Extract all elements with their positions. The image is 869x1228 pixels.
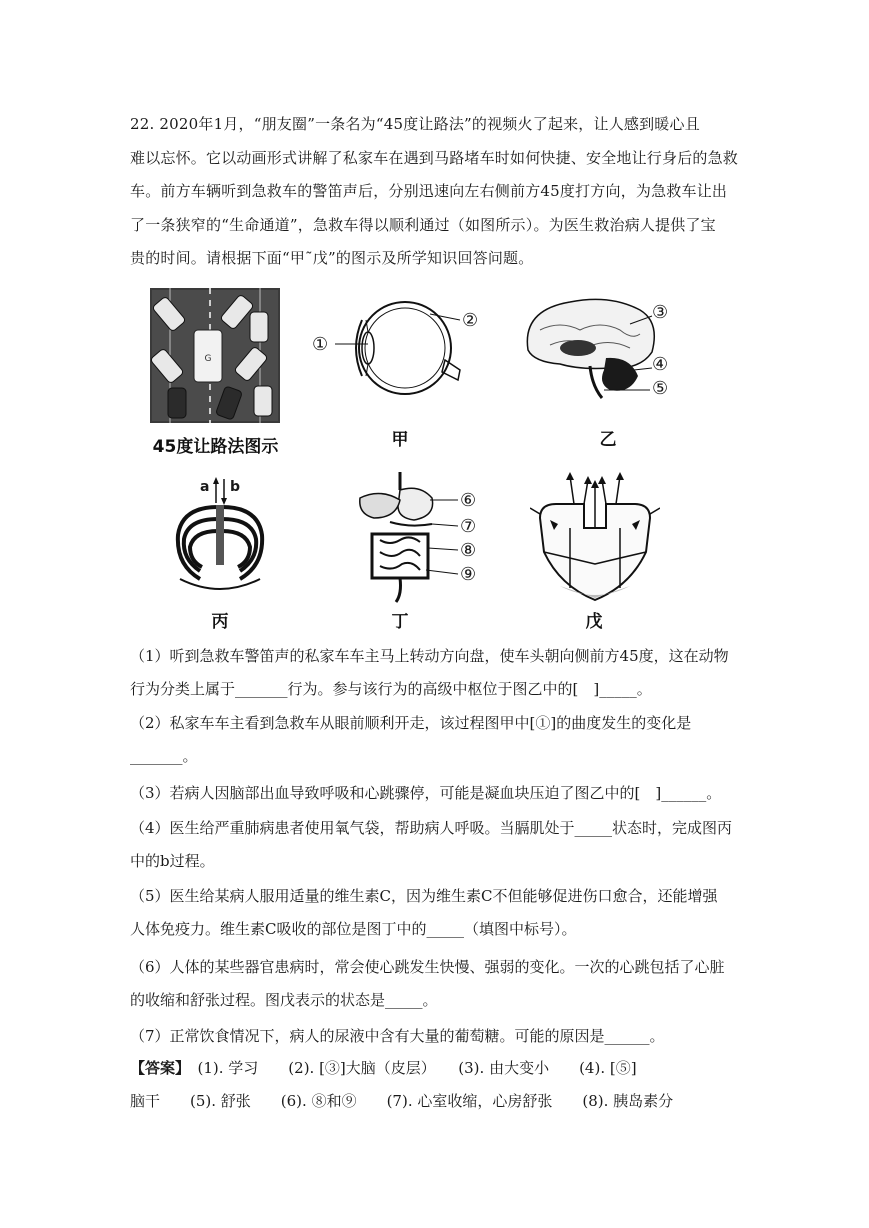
question-line: （3）若病人因脑部出血导致呼吸和心跳骤停，可能是凝血块压迫了图乙中的[ ]______。 [130, 784, 722, 802]
label-6: ⑥ [460, 490, 477, 511]
answer-line-1 [130, 1052, 750, 1085]
heart-diagram [530, 468, 660, 603]
eye-diagram [310, 290, 500, 410]
figure-ding-caption: 丁 [391, 612, 409, 632]
sub-question-4 [130, 812, 750, 878]
sub-question-6 [130, 951, 750, 1017]
sub-question-2 [130, 707, 750, 773]
label-b: b [230, 479, 241, 495]
intro-line: 难以忘怀。它以动画形式讲解了私家车在遇到马路堵车时如何快捷、安全地让行身后的急救 [130, 148, 739, 167]
car-letter: G [204, 354, 212, 364]
answer-text-1: (1). 学习 (2). [③]大脑（皮层） (3). 由大变小 (4). [⑤] [182, 1059, 637, 1077]
question-line: （4）医生给严重肺病患者使用氧气袋，帮助病人呼吸。当膈肌处于_____状态时，完成图丙 [130, 819, 733, 837]
yield-photo [150, 288, 280, 423]
question-line: 人体免疫力。维生素C吸收的部位是图丁中的_____（填图中标号）。 [130, 920, 577, 938]
intro-line: 22. 2020年1月，“朋友圈”一条名为“45度让路法”的视频火了起来，让人感到暖心且 [130, 115, 700, 133]
question-line: （2）私家车车主看到急救车从眼前顺利开走，该过程图甲中[①]的曲度发生的变化是 [130, 714, 692, 732]
question-line: 的收缩和舒张过程。图戊表示的状态是_____。 [130, 991, 438, 1009]
answer-label: 【答案】 [130, 1059, 183, 1077]
sub-question-3 [130, 777, 750, 810]
sub-question-5 [130, 880, 750, 946]
answer-block [130, 1052, 750, 1118]
question-line: （5）医生给某病人服用适量的维生素C，因为维生素C不但能够促进伤口愈合，还能增强 [130, 887, 718, 905]
yield-photo-drawing [150, 288, 280, 423]
label-4: ④ [652, 354, 669, 375]
figure-bing-caption: 丙 [211, 612, 229, 632]
sub-question-7 [130, 1020, 750, 1053]
label-a: a [200, 479, 210, 495]
label-9: ⑨ [460, 564, 477, 585]
figure-yi-caption: 乙 [599, 430, 617, 450]
figure-wu-caption: 戊 [585, 612, 603, 632]
intro-line: 车。前方车辆听到急救车的警笛声后，分别迅速向左右侧前方45度打方向，为急救车让出 [130, 182, 728, 200]
yield-photo-caption: 45度让路法图示 [152, 437, 279, 457]
label-1: ① [312, 334, 329, 355]
figure-jia-caption: 甲 [391, 430, 409, 450]
answer-text-2: 脑干 (5). 舒张 (6). ⑧和⑨ (7). 心室收缩，心房舒张 (8). 胰岛素分 [130, 1092, 674, 1110]
label-7: ⑦ [460, 516, 477, 537]
label-3: ③ [652, 302, 669, 323]
question-line: （6）人体的某些器官患病时，常会使心跳发生快慢、强弱的变化。一次的心跳包括了心脏 [130, 958, 725, 976]
ribcage-diagram [160, 475, 280, 605]
sub-question-1 [130, 640, 750, 706]
question-line: （7）正常饮食情况下，病人的尿液中含有大量的葡萄糖。可能的原因是______。 [130, 1027, 665, 1045]
digestive-diagram [340, 470, 500, 605]
brain-diagram [520, 290, 690, 405]
intro-line: 了一条狭窄的“生命通道”，急救车得以顺利通过（如图所示）。为医生救治病人提供了宝 [130, 215, 716, 234]
label-5: ⑤ [652, 378, 669, 399]
question-line: 行为分类上属于_______行为。参与该行为的高级中枢位于图乙中的[ ]_____。 [130, 680, 652, 698]
label-8: ⑧ [460, 540, 477, 561]
question-line: （1）听到急救车警笛声的私家车车主马上转动方向盘，使车头朝向侧前方45度，这在动物 [130, 647, 729, 665]
intro-line: 贵的时间。请根据下面“甲˜戊”的图示及所学知识回答问题。 [130, 249, 534, 267]
question-line: _______。 [130, 747, 198, 765]
question-line: 中的b过程。 [130, 852, 215, 870]
label-2: ② [462, 310, 479, 331]
question-intro [130, 108, 740, 276]
